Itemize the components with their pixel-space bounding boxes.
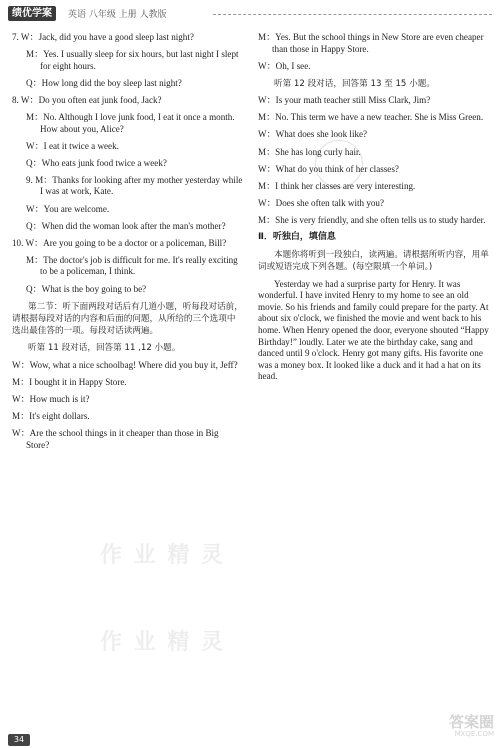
left-paragraph: Q：What is the boy going to be? <box>26 283 147 294</box>
left-paragraph: 8. W：Do you often eat junk food, Jack? <box>12 94 162 105</box>
faint-stamp-mark <box>315 140 363 188</box>
right-column <box>258 32 490 388</box>
right-paragraph: Yesterday we had a surprise party for Henry. It was wonderful. I have invited Henry to my home to see an old movie. So his friends and family could prepare for the party. At about six o'clock, we finished the movie and went back to his home. When Henry opened the door, everyone shouted “Happy Birthday!” loudly. Later we ate the birthday cake, sang and danced until 9 o'clock. Henry got many gifts. His favorite one was a money box. It looked like a duck and it had a hat on its head. <box>258 278 489 382</box>
left-paragraph: 9. M：Thanks for looking after my mother yesterday while I was at work, Kate. <box>26 174 243 197</box>
right-paragraph: Ⅱ．听独白，填信息 <box>258 232 336 243</box>
page-number-badge: 34 <box>8 734 30 746</box>
watermark-1: 作 业 精 灵 <box>100 543 225 568</box>
right-paragraph: M：I think her classes are very interesting. <box>258 180 416 191</box>
left-paragraph: W：Are the school things in it cheaper than those in Big Store? <box>12 427 219 450</box>
left-paragraph: W：How much is it? <box>12 393 90 404</box>
right-paragraph: 听第 12 段对话，回答第 13 至 15 小题。 <box>274 78 435 89</box>
right-paragraph: W：What does she look like? <box>258 129 368 140</box>
left-column <box>12 32 244 457</box>
left-paragraph: 第二节：听下面两段对话后有几道小题，听每段对话前，请根据每段对话的内容和后面的问题，从所给的三个选项中选出最佳答的一项。每段对话读两遍。 <box>12 301 243 336</box>
left-paragraph: Q：How long did the boy sleep last night? <box>26 77 182 88</box>
right-paragraph: M：No. This term we have a new teacher. She is Miss Green. <box>258 112 484 123</box>
left-paragraph: M：Yes. I usually sleep for six hours, but last night I slept for eight hours. <box>26 49 239 71</box>
brand-badge: 绩优学案 <box>8 6 56 21</box>
left-paragraph: 听第 11 段对话，回答第 11 ,12 小题。 <box>28 343 181 354</box>
left-paragraph: Q：Who eats junk food twice a week? <box>26 157 167 168</box>
left-paragraph: W：Wow, what a nice schoolbag! Where did you buy it, Jeff? <box>12 359 238 370</box>
left-paragraph: W：I eat it twice a week. <box>26 140 119 151</box>
right-paragraph: M：She is very friendly, and she often tells us to study harder. <box>258 214 486 225</box>
right-paragraph: W：Does she often talk with you? <box>258 197 385 208</box>
left-paragraph: M：It's eight dollars. <box>12 410 90 421</box>
watermark-2: 作 业 精 灵 <box>100 630 225 655</box>
right-paragraph: W：Oh, I see. <box>258 60 311 71</box>
page-header <box>8 6 492 22</box>
right-paragraph: M：She has long curly hair. <box>258 146 361 157</box>
right-paragraph: W：What do you think of her classes? <box>258 163 399 174</box>
subject-label: 英语 八年级 上册 人教版 <box>68 10 167 20</box>
left-paragraph: W：You are welcome. <box>26 203 110 214</box>
corner-logo: 答案圈 MXQE.COM <box>448 713 494 738</box>
right-paragraph: W：Is your math teacher still Miss Clark, Jim? <box>258 95 431 106</box>
header-divider <box>213 14 492 15</box>
left-paragraph: 10. W：Are you going to be a doctor or a policeman, Bill? <box>12 237 227 248</box>
right-paragraph: 本题你将听到一段独白，读两遍。请根据所听内容，用单词或短语完成下列各题。(每空限填一个单词。) <box>258 250 489 273</box>
left-paragraph: M：I bought it in Happy Store. <box>12 376 127 387</box>
right-paragraph: M：Yes. But the school things in New Store are even cheaper than those in Happy Store. <box>258 32 484 54</box>
left-paragraph: M：No. Although I love junk food, I eat it once a month. How about you, Alice? <box>26 111 235 134</box>
left-paragraph: Q：When did the woman look after the man's mother? <box>26 220 226 231</box>
left-paragraph: 7. W：Jack, did you have a good sleep last night? <box>12 32 194 42</box>
left-paragraph: M：The doctor's job is difficult for me. It's really exciting to be a policeman, I think. <box>26 254 238 277</box>
